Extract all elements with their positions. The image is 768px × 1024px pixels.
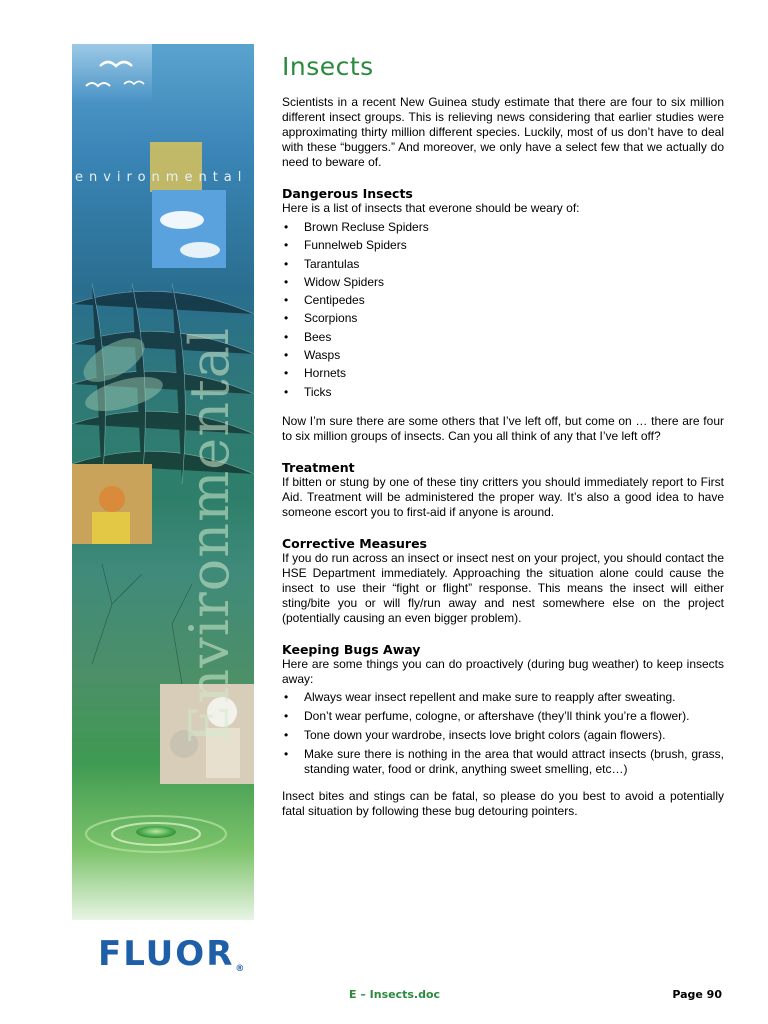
- document-body: [282, 52, 724, 819]
- logo-text: FLUOR: [98, 934, 235, 974]
- tips-list: [282, 690, 724, 777]
- followup-paragraph: Now I’m sure there are some others that I’ve left off, but come on … there are four to six million groups of insects. Can you all think of any that I’ve left off?: [282, 413, 724, 443]
- section-body: If you do run across an insect or insect nest on your project, you should contact the HSE Department immediately. Approaching the situation alone could cause the insect to use their “fight or flight” response. This means the insect will either sting/bite you or will fly/run away and nest somewhere else on the project (potentially causing an even bigger problem).: [282, 550, 724, 625]
- footer-page-number: Page 90: [672, 988, 722, 1001]
- treatment-section: [282, 460, 724, 520]
- page-title: Insects: [282, 52, 374, 81]
- section-lead: Here is a list of insects that everone should be weary of:: [282, 201, 580, 215]
- section-heading: Keeping Bugs Away: [282, 641, 421, 657]
- section-heading: Corrective Measures: [282, 535, 427, 551]
- dangerous-insects-section: [282, 186, 724, 444]
- intro-paragraph: Scientists in a recent New Guinea study estimate that there are four to six million different insect groups. This is relieving news considering that earlier studies were approximating thirty million different species. Luckily, most of us don’t have to deal with these “buggers.” And moreover, we only have a select few that we actually do need to beware of.: [282, 95, 724, 169]
- list-item: • Tarantulas: [282, 255, 724, 273]
- list-item: • Make sure there is nothing in the area that would attract insects (brush, grass, standing water, food or drink, anything sweet smelling, etc…): [282, 747, 724, 777]
- list-item: • Hornets: [282, 364, 724, 382]
- section-lead: Here are some things you can do proactively (during bug weather) to keep insects away:: [282, 656, 724, 686]
- dangerous-insects-list: [282, 218, 724, 401]
- section-body: If bitten or stung by one of these tiny critters you should immediately report to First Aid. Treatment will be administered the proper way. It’s also a good idea to have someone escort you to first-aid if anyone is around.: [282, 474, 724, 519]
- footer-filename: E – Insects.doc: [349, 988, 441, 1001]
- banner-vertical-caption: Environmental: [178, 326, 241, 744]
- section-heading: Dangerous Insects: [282, 186, 413, 201]
- decorative-banner: [72, 44, 254, 920]
- list-item: • Wasps: [282, 346, 724, 364]
- list-item: • Widow Spiders: [282, 273, 724, 291]
- company-logo: [98, 934, 244, 974]
- list-item: • Tone down your wardrobe, insects love bright colors (again flowers).: [282, 728, 724, 743]
- closing-paragraph: Insect bites and stings can be fatal, so please do you best to avoid a potentially fatal situation by following these bug detouring pointers.: [282, 788, 724, 818]
- list-item: • Bees: [282, 328, 724, 346]
- keeping-bugs-away-section: [282, 642, 724, 819]
- list-item: • Funnelweb Spiders: [282, 236, 724, 254]
- list-item: • Always wear insect repellent and make sure to reapply after sweating.: [282, 690, 724, 705]
- corrective-measures-section: [282, 536, 724, 626]
- list-item: • Centipedes: [282, 291, 724, 309]
- list-item: • Ticks: [282, 383, 724, 401]
- registered-mark: ®: [235, 964, 245, 974]
- list-item: • Brown Recluse Spiders: [282, 218, 724, 236]
- list-item: • Don’t wear perfume, cologne, or aftershave (they’ll think you’re a flower).: [282, 709, 724, 724]
- list-item: • Scorpions: [282, 309, 724, 327]
- section-heading: Treatment: [282, 459, 355, 475]
- banner-caption: environmental: [75, 170, 248, 185]
